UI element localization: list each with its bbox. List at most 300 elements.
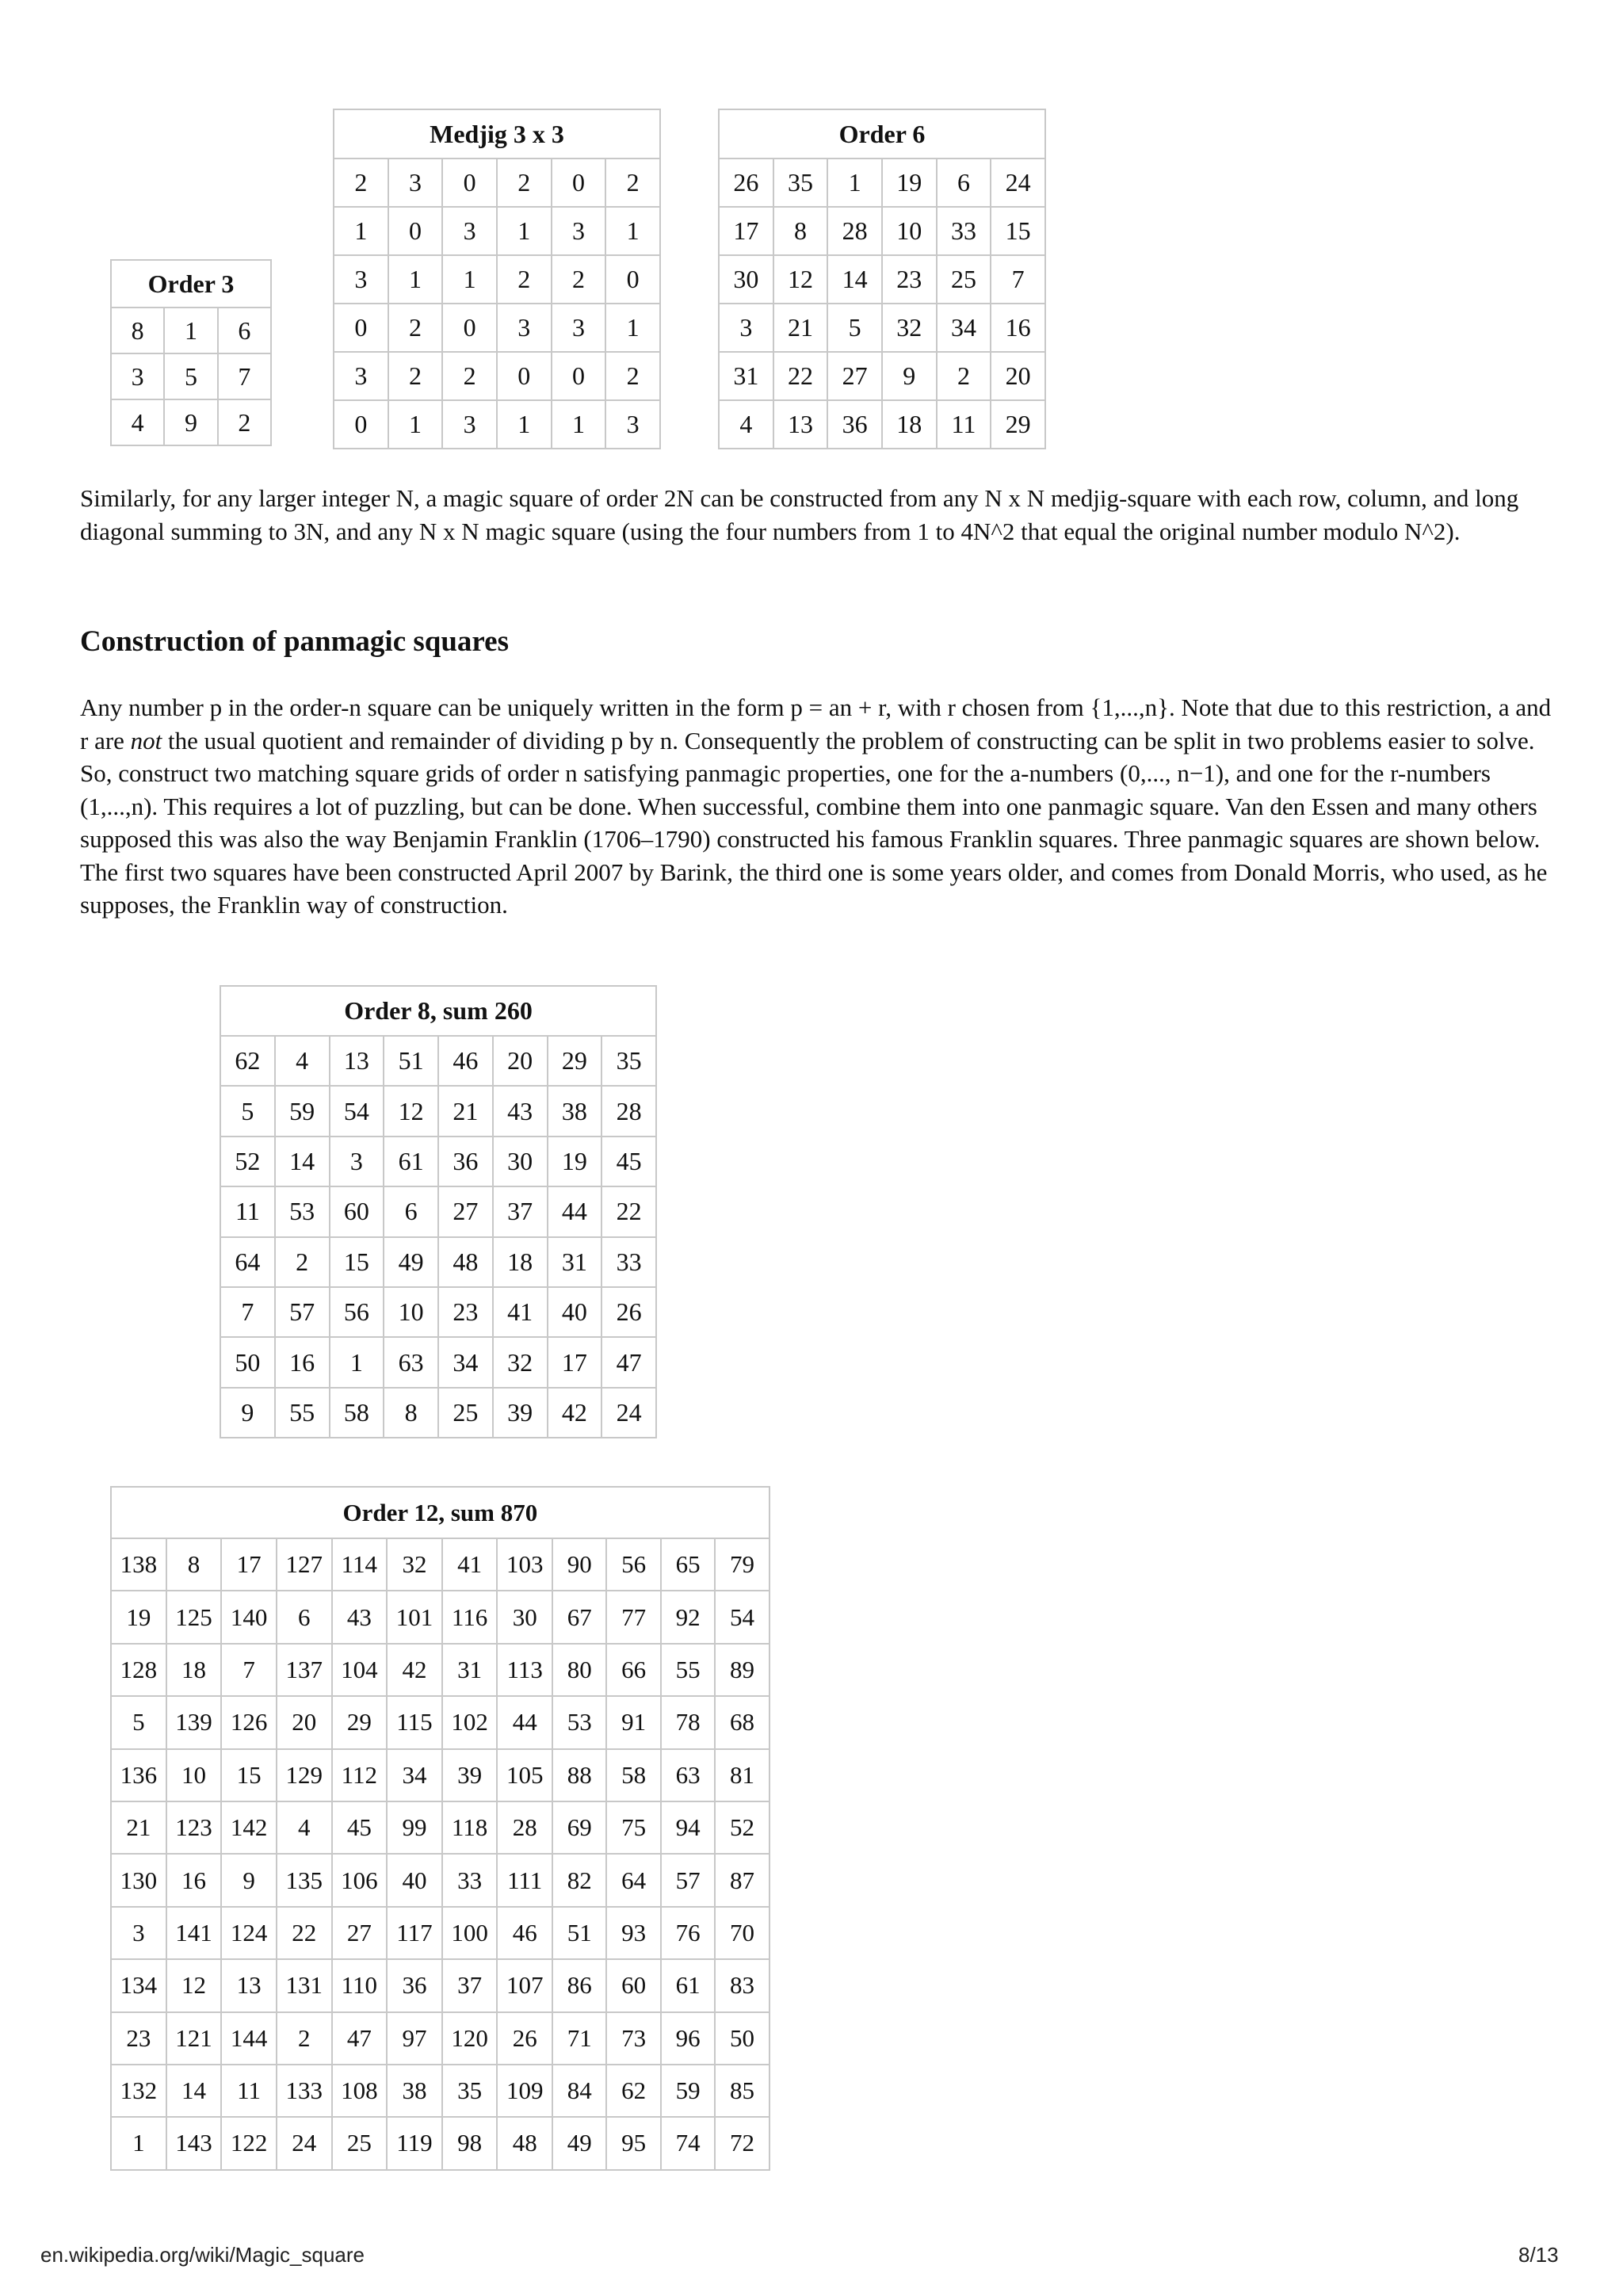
table-cell: 124 xyxy=(221,1907,277,1959)
table-cell: 27 xyxy=(438,1186,493,1236)
table-cell: 64 xyxy=(220,1237,275,1287)
table-cell: 3 xyxy=(111,353,164,399)
table-cell: 109 xyxy=(497,2065,552,2117)
table-row xyxy=(334,400,660,449)
table-cell: 0 xyxy=(334,400,388,449)
table-cell: 28 xyxy=(497,1801,552,1854)
table-cell: 98 xyxy=(442,2117,498,2169)
table-cell: 2 xyxy=(552,255,606,304)
table-cell: 80 xyxy=(552,1644,606,1696)
table-cell: 5 xyxy=(827,304,882,352)
table-cell: 54 xyxy=(715,1591,769,1643)
table-cell: 142 xyxy=(221,1801,277,1854)
table-cell: 133 xyxy=(277,2065,332,2117)
table-cell: 101 xyxy=(387,1591,442,1643)
table-cell: 73 xyxy=(606,2012,660,2065)
table-cell: 41 xyxy=(442,1538,498,1591)
table-cell: 0 xyxy=(605,255,660,304)
footer-url: en.wikipedia.org/wiki/Magic_square xyxy=(40,2243,365,2267)
table-cell: 0 xyxy=(388,207,443,255)
table-cell: 8 xyxy=(111,308,164,353)
table-cell: 32 xyxy=(387,1538,442,1591)
order-3-table xyxy=(110,259,272,446)
table-cell: 99 xyxy=(387,1801,442,1854)
table-cell: 34 xyxy=(937,304,991,352)
table-cell: 36 xyxy=(438,1137,493,1186)
table-row xyxy=(334,352,660,400)
paragraph-part-1: Any number p in the order-n square can be uniquely written in the form p = an + r, with r chosen from {1,...,n}. Note that due to this restriction, a and r are xyxy=(80,693,1552,755)
table-cell: 21 xyxy=(111,1801,166,1854)
table-cell: 8 xyxy=(166,1538,222,1591)
table-cell: 25 xyxy=(332,2117,388,2169)
table-cell: 105 xyxy=(497,1749,552,1801)
table-cell: 128 xyxy=(111,1644,166,1696)
table-cell: 2 xyxy=(334,159,388,207)
table-cell: 62 xyxy=(220,1036,275,1086)
table-cell: 35 xyxy=(773,159,828,207)
table-cell: 6 xyxy=(277,1591,332,1643)
table-cell: 3 xyxy=(334,255,388,304)
table-cell: 3 xyxy=(497,304,552,352)
table-row xyxy=(111,353,271,399)
table-cell: 2 xyxy=(937,352,991,400)
table-cell: 55 xyxy=(661,1644,715,1696)
table-cell: 0 xyxy=(334,304,388,352)
order-6-table xyxy=(718,109,1046,449)
table-cell: 46 xyxy=(438,1036,493,1086)
medjig-3x3-table xyxy=(333,109,661,449)
table-cell: 41 xyxy=(493,1287,548,1337)
table-cell: 50 xyxy=(715,2012,769,2065)
table-cell: 9 xyxy=(164,399,217,445)
table-cell: 4 xyxy=(275,1036,330,1086)
table-cell: 1 xyxy=(111,2117,166,2169)
table-cell: 1 xyxy=(827,159,882,207)
table-cell: 81 xyxy=(715,1749,769,1801)
table-cell: 44 xyxy=(548,1186,602,1236)
table-cell: 29 xyxy=(991,400,1045,449)
table-cell: 64 xyxy=(606,1854,660,1906)
table-cell: 65 xyxy=(661,1538,715,1591)
table-row xyxy=(111,2117,769,2169)
table-cell: 2 xyxy=(497,159,552,207)
table-cell: 7 xyxy=(220,1287,275,1337)
table-cell: 36 xyxy=(827,400,882,449)
table-cell: 33 xyxy=(442,1854,498,1906)
table-cell: 11 xyxy=(220,1186,275,1236)
table-cell: 2 xyxy=(275,1237,330,1287)
table-row xyxy=(220,1388,656,1438)
table-cell: 61 xyxy=(661,1959,715,2011)
table-cell: 72 xyxy=(715,2117,769,2169)
table-cell: 29 xyxy=(548,1036,602,1086)
table-cell: 26 xyxy=(601,1287,656,1337)
table-cell: 132 xyxy=(111,2065,166,2117)
table-row xyxy=(220,1186,656,1236)
table-cell: 1 xyxy=(442,255,497,304)
table-row xyxy=(111,1854,769,1906)
table-cell: 58 xyxy=(330,1388,384,1438)
table-row xyxy=(334,159,660,207)
table-cell: 74 xyxy=(661,2117,715,2169)
table-cell: 63 xyxy=(384,1337,438,1387)
table-row xyxy=(334,255,660,304)
table-cell: 59 xyxy=(275,1086,330,1136)
table-cell: 9 xyxy=(220,1388,275,1438)
table-cell: 33 xyxy=(937,207,991,255)
table-row xyxy=(111,1801,769,1854)
table-cell: 1 xyxy=(334,207,388,255)
paragraph-medjig-generalization: Similarly, for any larger integer N, a magic square of order 2N can be constructed from any N x N medjig-square with each row, column, and long diagonal summing to 3N, and any N x N magic square (using the four numbers from 1 to 4N^2 that equal the original number modulo N^2). xyxy=(80,484,1519,545)
table-cell: 42 xyxy=(387,1644,442,1696)
table-cell: 13 xyxy=(773,400,828,449)
table-cell: 1 xyxy=(388,400,443,449)
table-cell: 46 xyxy=(497,1907,552,1959)
order-8-table xyxy=(220,985,657,1438)
table-cell: 84 xyxy=(552,2065,606,2117)
table-cell: 3 xyxy=(719,304,773,352)
table-cell: 94 xyxy=(661,1801,715,1854)
table-cell: 2 xyxy=(442,352,497,400)
table-cell: 2 xyxy=(388,304,443,352)
table-cell: 52 xyxy=(715,1801,769,1854)
section-heading: Construction of panmagic squares xyxy=(80,625,509,658)
table-cell: 27 xyxy=(827,352,882,400)
table-cell: 91 xyxy=(606,1696,660,1748)
table-cell: 17 xyxy=(548,1337,602,1387)
table-cell: 42 xyxy=(548,1388,602,1438)
table-cell: 13 xyxy=(221,1959,277,2011)
table-cell: 5 xyxy=(111,1696,166,1748)
table-cell: 44 xyxy=(497,1696,552,1748)
table-row xyxy=(220,1137,656,1186)
table-row xyxy=(111,1959,769,2011)
table-cell: 70 xyxy=(715,1907,769,1959)
table-cell: 19 xyxy=(882,159,937,207)
table-cell: 8 xyxy=(773,207,828,255)
table-cell: 16 xyxy=(991,304,1045,352)
table-cell: 10 xyxy=(384,1287,438,1337)
table-cell: 28 xyxy=(827,207,882,255)
table-cell: 35 xyxy=(442,2065,498,2117)
table-cell: 23 xyxy=(882,255,937,304)
table-cell: 27 xyxy=(332,1907,388,1959)
table-cell: 19 xyxy=(111,1591,166,1643)
table-cell: 0 xyxy=(497,352,552,400)
table-cell: 11 xyxy=(221,2065,277,2117)
table-row xyxy=(220,1237,656,1287)
table-cell: 92 xyxy=(661,1591,715,1643)
table-cell: 51 xyxy=(384,1036,438,1086)
table-cell: 17 xyxy=(221,1538,277,1591)
table-cell: 89 xyxy=(715,1644,769,1696)
table-cell: 104 xyxy=(332,1644,388,1696)
table-cell: 13 xyxy=(330,1036,384,1086)
table-cell: 118 xyxy=(442,1801,498,1854)
table-cell: 31 xyxy=(442,1644,498,1696)
table-cell: 25 xyxy=(438,1388,493,1438)
table-cell: 3 xyxy=(330,1137,384,1186)
table-cell: 34 xyxy=(387,1749,442,1801)
table-cell: 125 xyxy=(166,1591,222,1643)
table-cell: 59 xyxy=(661,2065,715,2117)
table-cell: 120 xyxy=(442,2012,498,2065)
table-cell: 85 xyxy=(715,2065,769,2117)
table-cell: 45 xyxy=(332,1801,388,1854)
table-cell: 53 xyxy=(275,1186,330,1236)
footer-page-number: 8/13 xyxy=(1518,2243,1559,2267)
table-cell: 77 xyxy=(606,1591,660,1643)
table-cell: 67 xyxy=(552,1591,606,1643)
table-row xyxy=(719,352,1045,400)
paragraph-italic-not: not xyxy=(130,726,162,755)
table-cell: 4 xyxy=(719,400,773,449)
table-cell: 54 xyxy=(330,1086,384,1136)
table-cell: 79 xyxy=(715,1538,769,1591)
table-cell: 9 xyxy=(221,1854,277,1906)
table-cell: 32 xyxy=(493,1337,548,1387)
table-row xyxy=(220,1086,656,1136)
table-cell: 32 xyxy=(882,304,937,352)
table-cell: 35 xyxy=(601,1036,656,1086)
table-cell: 50 xyxy=(220,1337,275,1387)
table-cell: 1 xyxy=(605,304,660,352)
table-cell: 26 xyxy=(719,159,773,207)
table-cell: 68 xyxy=(715,1696,769,1748)
table-cell: 136 xyxy=(111,1749,166,1801)
table-cell: 3 xyxy=(552,207,606,255)
table-cell: 114 xyxy=(332,1538,388,1591)
table-cell: 78 xyxy=(661,1696,715,1748)
table-cell: 11 xyxy=(937,400,991,449)
table-cell: 18 xyxy=(166,1644,222,1696)
table-cell: 58 xyxy=(606,1749,660,1801)
table-cell: 100 xyxy=(442,1907,498,1959)
table-title: Medjig 3 x 3 xyxy=(334,109,660,159)
table-cell: 135 xyxy=(277,1854,332,1906)
table-row xyxy=(111,2065,769,2117)
table-title: Order 3 xyxy=(111,260,271,308)
table-cell: 33 xyxy=(601,1237,656,1287)
table-cell: 123 xyxy=(166,1801,222,1854)
table-cell: 8 xyxy=(384,1388,438,1438)
table-cell: 10 xyxy=(882,207,937,255)
table-cell: 103 xyxy=(497,1538,552,1591)
table-cell: 61 xyxy=(384,1137,438,1186)
table-cell: 26 xyxy=(497,2012,552,2065)
table-cell: 16 xyxy=(166,1854,222,1906)
table-cell: 57 xyxy=(275,1287,330,1337)
table-cell: 90 xyxy=(552,1538,606,1591)
table-title: Order 6 xyxy=(719,109,1045,159)
table-cell: 49 xyxy=(384,1237,438,1287)
table-title: Order 12, sum 870 xyxy=(111,1487,769,1538)
table-cell: 40 xyxy=(548,1287,602,1337)
table-cell: 43 xyxy=(493,1086,548,1136)
table-row xyxy=(111,1644,769,1696)
table-cell: 43 xyxy=(332,1591,388,1643)
table-cell: 28 xyxy=(601,1086,656,1136)
table-cell: 24 xyxy=(277,2117,332,2169)
table-cell: 76 xyxy=(661,1907,715,1959)
table-cell: 30 xyxy=(497,1591,552,1643)
table-cell: 60 xyxy=(606,1959,660,2011)
table-cell: 29 xyxy=(332,1696,388,1748)
table-cell: 48 xyxy=(497,2117,552,2169)
table-cell: 96 xyxy=(661,2012,715,2065)
table-cell: 7 xyxy=(218,353,271,399)
table-cell: 17 xyxy=(719,207,773,255)
table-cell: 144 xyxy=(221,2012,277,2065)
table-cell: 2 xyxy=(218,399,271,445)
table-cell: 66 xyxy=(606,1644,660,1696)
table-cell: 20 xyxy=(991,352,1045,400)
table-cell: 3 xyxy=(552,304,606,352)
table-cell: 62 xyxy=(606,2065,660,2117)
table-cell: 75 xyxy=(606,1801,660,1854)
table-cell: 2 xyxy=(605,159,660,207)
table-cell: 40 xyxy=(387,1854,442,1906)
table-cell: 9 xyxy=(882,352,937,400)
table-cell: 22 xyxy=(601,1186,656,1236)
table-cell: 38 xyxy=(387,2065,442,2117)
table-cell: 12 xyxy=(384,1086,438,1136)
table-cell: 86 xyxy=(552,1959,606,2011)
table-cell: 107 xyxy=(497,1959,552,2011)
table-cell: 30 xyxy=(719,255,773,304)
table-cell: 1 xyxy=(552,400,606,449)
table-cell: 127 xyxy=(277,1538,332,1591)
table-cell: 21 xyxy=(438,1086,493,1136)
table-cell: 0 xyxy=(442,304,497,352)
table-cell: 139 xyxy=(166,1696,222,1748)
table-cell: 19 xyxy=(548,1137,602,1186)
table-cell: 25 xyxy=(937,255,991,304)
table-cell: 126 xyxy=(221,1696,277,1748)
table-cell: 24 xyxy=(601,1388,656,1438)
table-row xyxy=(111,1749,769,1801)
table-cell: 47 xyxy=(332,2012,388,2065)
table-cell: 6 xyxy=(218,308,271,353)
table-cell: 37 xyxy=(442,1959,498,2011)
table-row xyxy=(220,1287,656,1337)
table-cell: 137 xyxy=(277,1644,332,1696)
table-cell: 1 xyxy=(164,308,217,353)
table-cell: 69 xyxy=(552,1801,606,1854)
table-cell: 12 xyxy=(773,255,828,304)
table-cell: 113 xyxy=(497,1644,552,1696)
table-cell: 51 xyxy=(552,1907,606,1959)
table-cell: 1 xyxy=(330,1337,384,1387)
table-cell: 7 xyxy=(991,255,1045,304)
table-cell: 24 xyxy=(991,159,1045,207)
table-cell: 0 xyxy=(442,159,497,207)
table-cell: 57 xyxy=(661,1854,715,1906)
table-cell: 87 xyxy=(715,1854,769,1906)
table-cell: 30 xyxy=(493,1137,548,1186)
table-cell: 116 xyxy=(442,1591,498,1643)
table-cell: 15 xyxy=(221,1749,277,1801)
table-cell: 141 xyxy=(166,1907,222,1959)
table-cell: 52 xyxy=(220,1137,275,1186)
table-cell: 2 xyxy=(605,352,660,400)
table-cell: 93 xyxy=(606,1907,660,1959)
table-cell: 15 xyxy=(330,1237,384,1287)
table-cell: 3 xyxy=(111,1907,166,1959)
table-row xyxy=(719,255,1045,304)
table-cell: 37 xyxy=(493,1186,548,1236)
table-cell: 110 xyxy=(332,1959,388,2011)
table-cell: 14 xyxy=(275,1137,330,1186)
table-cell: 14 xyxy=(166,2065,222,2117)
table-cell: 115 xyxy=(387,1696,442,1748)
paragraph-panmagic-construction xyxy=(80,691,1562,922)
table-cell: 21 xyxy=(773,304,828,352)
table-cell: 39 xyxy=(493,1388,548,1438)
table-cell: 112 xyxy=(332,1749,388,1801)
table-cell: 71 xyxy=(552,2012,606,2065)
table-cell: 140 xyxy=(221,1591,277,1643)
table-cell: 4 xyxy=(277,1801,332,1854)
table-cell: 12 xyxy=(166,1959,222,2011)
table-cell: 6 xyxy=(384,1186,438,1236)
table-title: Order 8, sum 260 xyxy=(220,986,656,1036)
table-row xyxy=(111,308,271,353)
table-cell: 5 xyxy=(164,353,217,399)
table-cell: 22 xyxy=(277,1907,332,1959)
table-cell: 22 xyxy=(773,352,828,400)
table-row xyxy=(111,1591,769,1643)
table-row xyxy=(334,207,660,255)
table-row xyxy=(719,400,1045,449)
table-cell: 31 xyxy=(719,352,773,400)
table-cell: 20 xyxy=(493,1036,548,1086)
table-cell: 60 xyxy=(330,1186,384,1236)
table-cell: 39 xyxy=(442,1749,498,1801)
table-cell: 95 xyxy=(606,2117,660,2169)
table-cell: 122 xyxy=(221,2117,277,2169)
table-cell: 130 xyxy=(111,1854,166,1906)
table-row xyxy=(719,207,1045,255)
table-row xyxy=(220,1036,656,1086)
table-cell: 2 xyxy=(497,255,552,304)
table-cell: 111 xyxy=(497,1854,552,1906)
table-cell: 20 xyxy=(277,1696,332,1748)
table-cell: 3 xyxy=(388,159,443,207)
table-row xyxy=(111,1538,769,1591)
table-cell: 18 xyxy=(493,1237,548,1287)
table-cell: 3 xyxy=(442,400,497,449)
table-cell: 1 xyxy=(605,207,660,255)
table-cell: 82 xyxy=(552,1854,606,1906)
order-12-table xyxy=(110,1486,770,2171)
table-cell: 63 xyxy=(661,1749,715,1801)
table-cell: 15 xyxy=(991,207,1045,255)
table-row xyxy=(220,1337,656,1387)
table-cell: 2 xyxy=(388,352,443,400)
table-row xyxy=(111,399,271,445)
table-cell: 56 xyxy=(606,1538,660,1591)
table-cell: 48 xyxy=(438,1237,493,1287)
table-cell: 23 xyxy=(438,1287,493,1337)
table-cell: 3 xyxy=(442,207,497,255)
table-cell: 108 xyxy=(332,2065,388,2117)
table-cell: 18 xyxy=(882,400,937,449)
table-cell: 53 xyxy=(552,1696,606,1748)
paragraph-part-2: the usual quotient and remainder of dividing p by n. Consequently the problem of constructing can be split in two problems easier to solve. So, construct two matching square grids of order n satisfying panmagic properties, one for the a-numbers (0,..., n−1), and one for the r-numbers (1,...,n). This requires a lot of puzzling, but can be done. When successful, combine them into one panmagic square. Van den Essen and many others supposed this was also the way Benjamin Franklin (1706–1790) constructed his famous Franklin squares. Three panmagic squares are shown below. The first two squares have been constructed April 2007 by Barink, the third one is some years older, and comes from Donald Morris, who used, as he supposes, the Franklin way of construction. xyxy=(80,726,1548,919)
table-cell: 1 xyxy=(497,207,552,255)
table-cell: 102 xyxy=(442,1696,498,1748)
